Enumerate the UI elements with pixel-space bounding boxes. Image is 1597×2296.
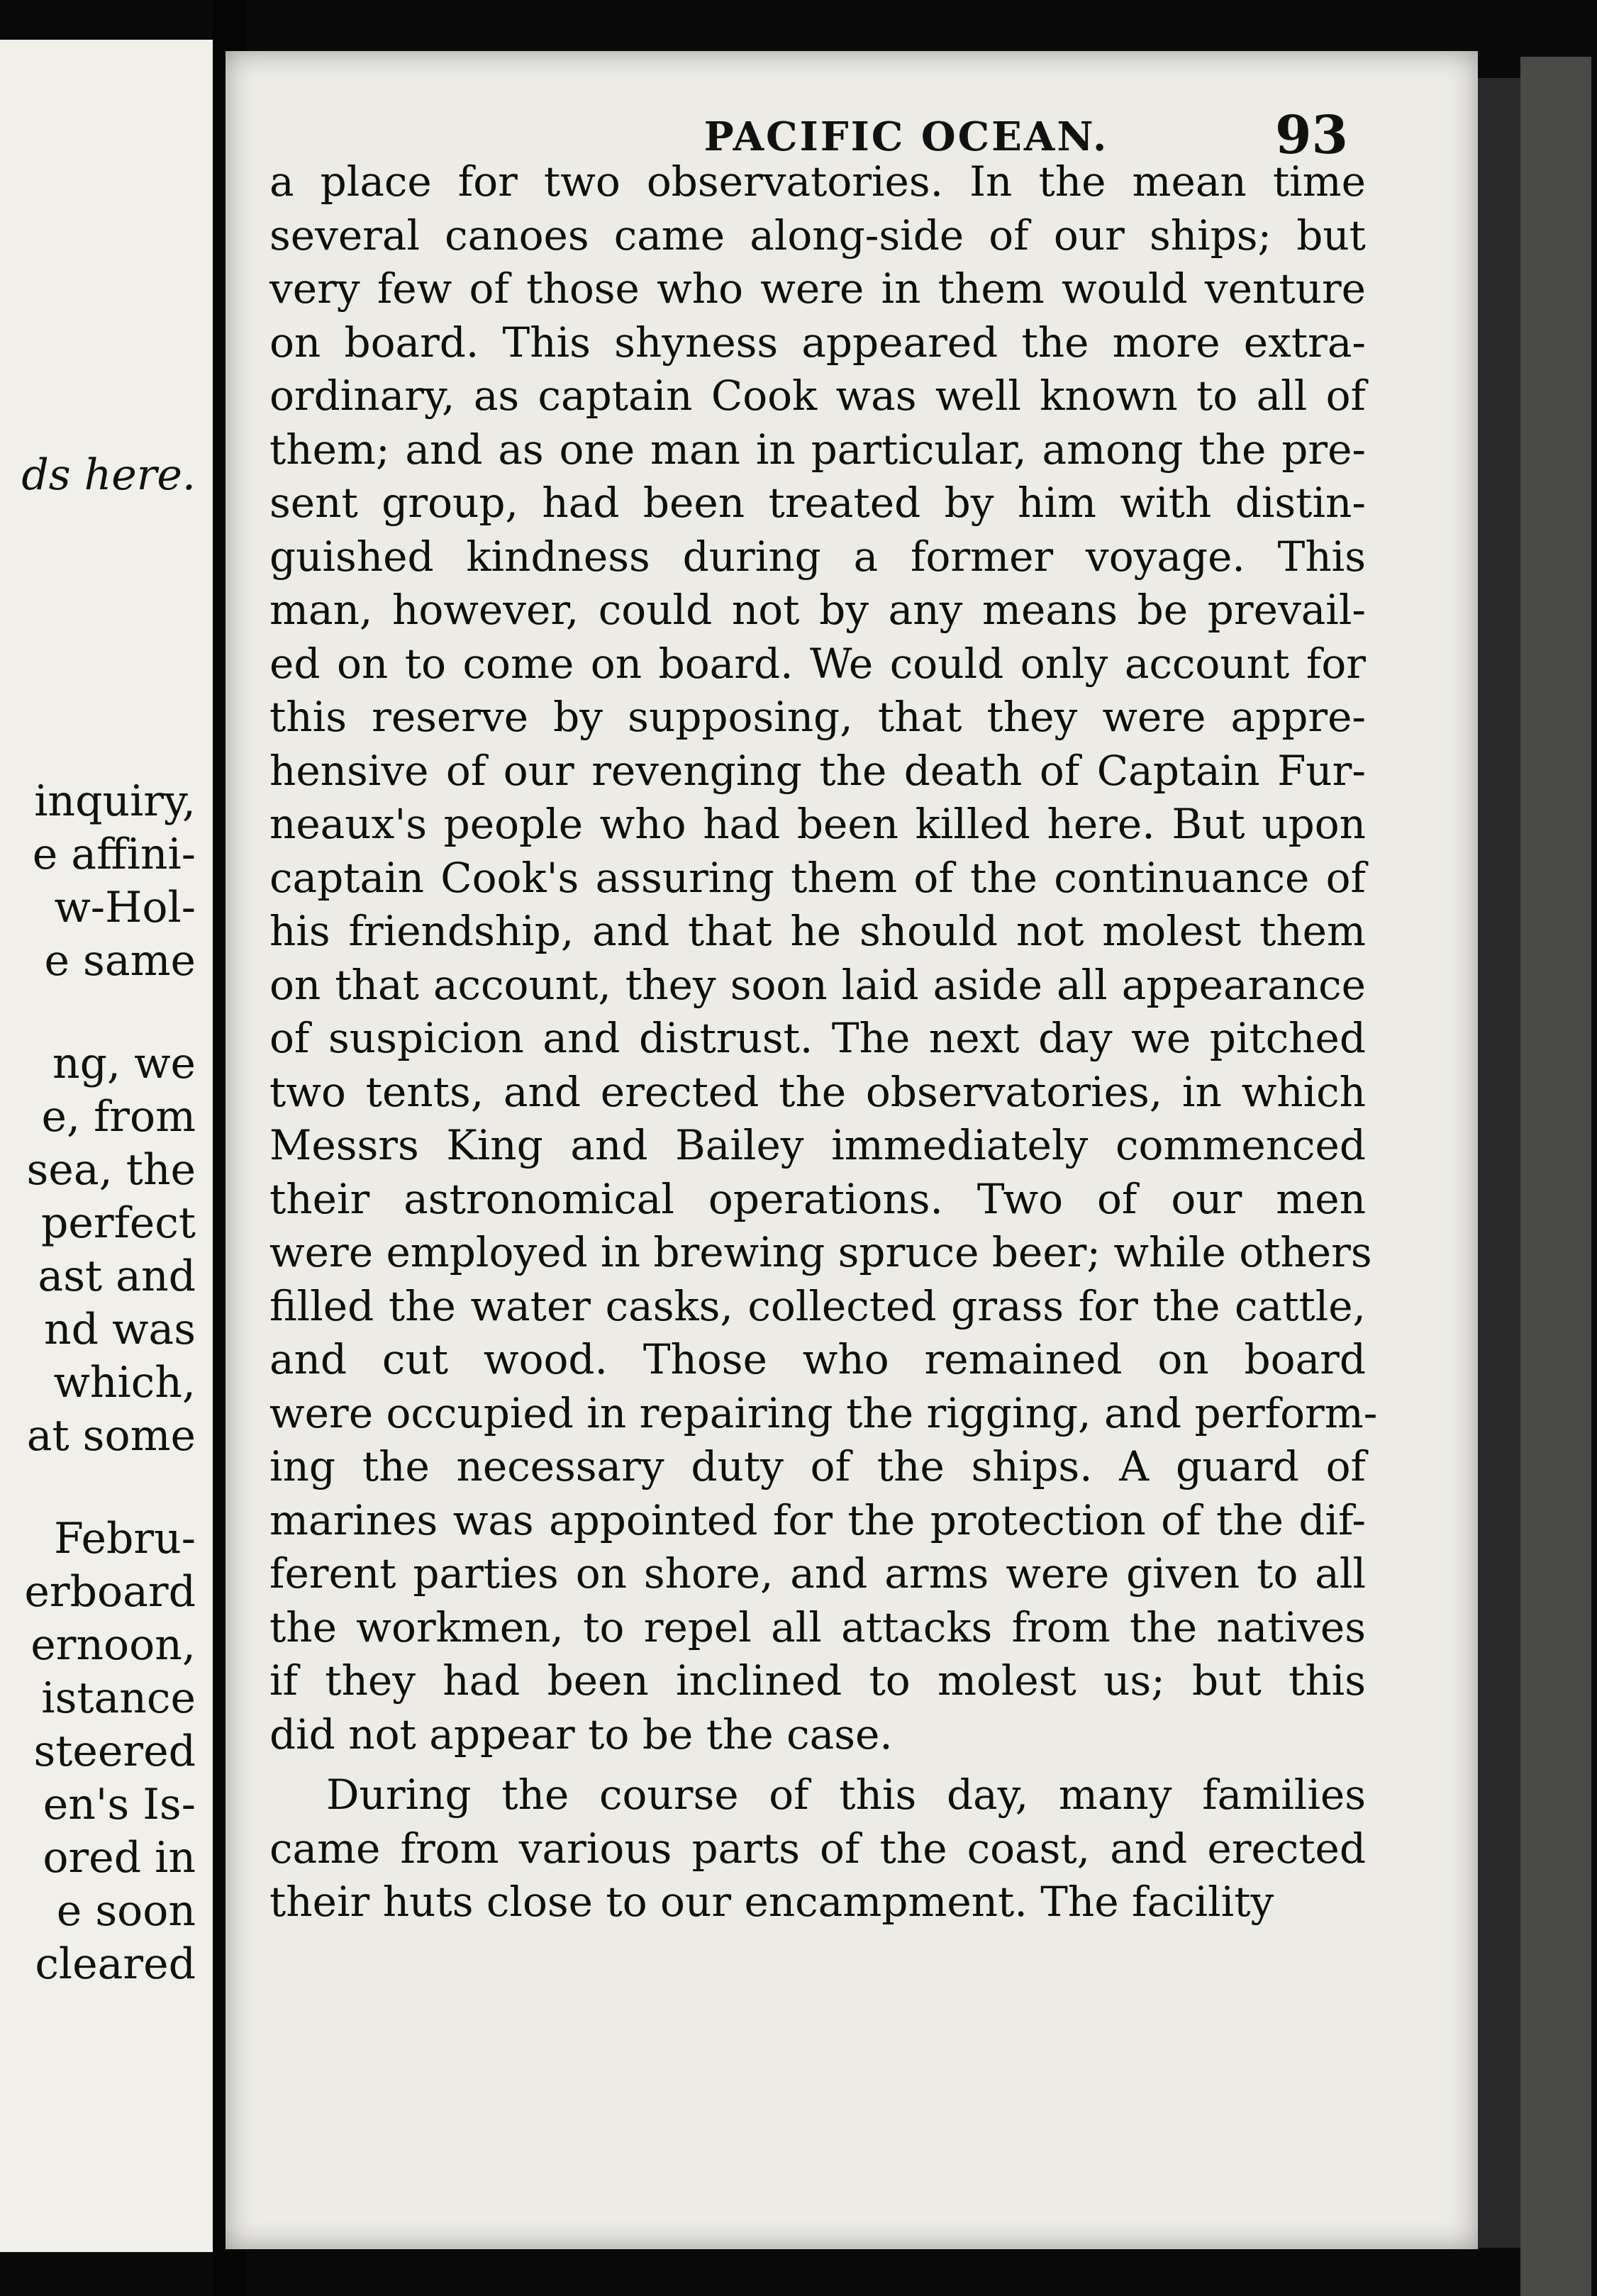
left-page-fragment: [0, 40, 217, 2252]
text-line: them; and as one man in particular, among the pre-: [269, 425, 1366, 474]
left-page-line: sea, the: [26, 1145, 196, 1195]
text-line: did not appear to be the case.: [269, 1710, 893, 1759]
left-page-line: istance: [41, 1673, 196, 1723]
text-line: neaux's people who had been killed here. But upon: [269, 800, 1366, 848]
text-line: During the course of this day, many families: [326, 1771, 1366, 1819]
text-line: their huts close to our encampment. The facility: [269, 1878, 1274, 1926]
left-page-line: steered: [33, 1727, 196, 1776]
left-page-line: w-Hol-: [54, 883, 196, 932]
left-page-line: nd was: [43, 1305, 196, 1354]
left-page-line: erboard: [24, 1567, 196, 1617]
left-page-line: e affini-: [32, 830, 196, 879]
running-head: PACIFIC OCEAN.: [703, 113, 1109, 160]
text-line: several canoes came along-side of our ships; but: [269, 211, 1366, 260]
text-line: sent group, had been treated by him with distin-: [269, 479, 1366, 527]
left-page-line: which,: [53, 1358, 196, 1408]
left-page-line: e same: [44, 936, 196, 986]
text-line: marines was appointed for the protection of the dif-: [269, 1495, 1366, 1544]
text-line: ed on to come on board. We could only account for: [269, 639, 1366, 688]
text-line: came from various parts of the coast, and erected: [269, 1824, 1366, 1873]
right-page: [226, 51, 1478, 2249]
text-line: ferent parties on shore, and arms were given to all: [269, 1549, 1366, 1598]
page-edge-shadow: [1478, 78, 1520, 2248]
left-page-line: ast and: [38, 1252, 196, 1301]
left-page-line: inquiry,: [34, 776, 196, 826]
page-block-edge: [1520, 57, 1591, 2296]
left-page-line: at some: [26, 1411, 196, 1461]
left-page-line: ored in: [43, 1833, 196, 1883]
left-page-line: e, from: [41, 1092, 196, 1142]
text-line: a place for two observatories. In the mean time: [269, 157, 1366, 206]
text-line: man, however, could not by any means be prevail-: [269, 586, 1366, 634]
left-page-line: Febru-: [54, 1514, 196, 1564]
text-line: two tents, and erected the observatories, in which: [269, 1067, 1366, 1116]
text-line: of suspicion and distrust. The next day we pitched: [269, 1014, 1366, 1062]
left-page-line: e soon: [56, 1886, 196, 1936]
text-line: filled the water casks, collected grass for the cattle,: [269, 1281, 1366, 1330]
text-line: captain Cook's assuring them of the continuance of: [269, 853, 1366, 902]
left-page-line: ernoon,: [30, 1620, 196, 1670]
text-line: on board. This shyness appeared the more extra-: [269, 318, 1366, 367]
text-line: Messrs King and Bailey immediately commenced: [269, 1121, 1366, 1169]
text-line: were employed in brewing spruce beer; while others: [269, 1228, 1372, 1276]
left-page-line: perfect: [40, 1198, 196, 1248]
text-line: very few of those who were in them would venture: [269, 264, 1366, 313]
text-line: on that account, they soon laid aside all appearance: [269, 960, 1366, 1009]
text-line: the workmen, to repel all attacks from the natives: [269, 1603, 1366, 1651]
text-line: their astronomical operations. Two of our men: [269, 1174, 1366, 1223]
text-line: this reserve by supposing, that they were appre-: [269, 693, 1366, 741]
left-page-line: en's Is-: [43, 1780, 196, 1829]
text-line: were occupied in repairing the rigging, and perform-: [269, 1388, 1378, 1437]
text-line: and cut wood. Those who remained on board: [269, 1335, 1366, 1383]
text-line: ing the necessary duty of the ships. A guard of: [269, 1442, 1366, 1490]
left-page-line: cleared: [35, 1939, 196, 1989]
text-line: ordinary, as captain Cook was well known to all of: [269, 372, 1366, 420]
text-line: his friendship, and that he should not molest them: [269, 907, 1366, 955]
left-page-line: ds here.: [21, 450, 196, 500]
text-line: if they had been inclined to molest us; but this: [269, 1656, 1366, 1705]
text-line: guished kindness during a former voyage. This: [269, 532, 1366, 581]
page-number: 93: [1275, 105, 1348, 166]
text-line: hensive of our revenging the death of Captain Fur-: [269, 746, 1366, 795]
left-page-line: ng, we: [52, 1039, 196, 1088]
